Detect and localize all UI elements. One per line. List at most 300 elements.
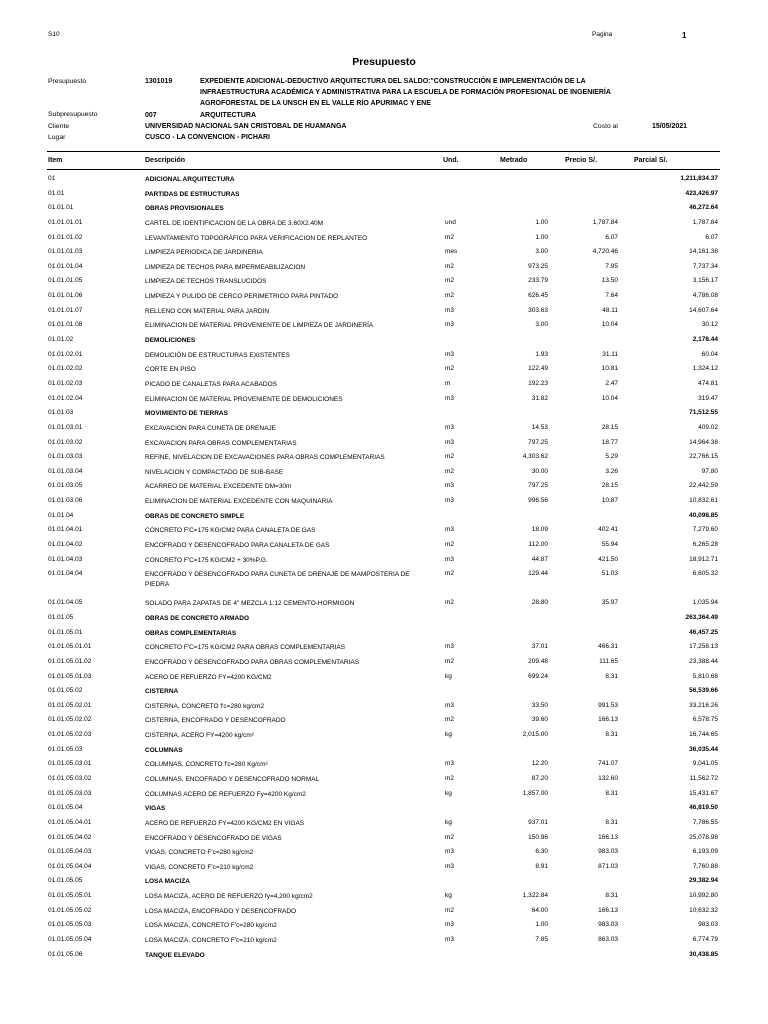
cell-description: OBRAS DE CONCRETO SIMPLE — [145, 512, 245, 520]
cell-description: LIMPIEZA Y PULIDO DE CERCO PERIMETRICO PARA PINTADO — [145, 293, 339, 301]
cell-precio: 741.07 — [598, 760, 618, 768]
cell-precio: 6.07 — [605, 233, 618, 241]
table-row — [0, 216, 768, 231]
cell-item: 01.01.01.06 — [48, 292, 83, 300]
table-row — [0, 757, 768, 772]
table-row — [0, 362, 768, 377]
cell-unit: m2 — [445, 716, 455, 724]
cell-parcial: 14,161.38 — [689, 248, 718, 256]
cell-unit: m2 — [445, 453, 455, 461]
cell-item: 01.01.03.03 — [48, 453, 83, 461]
cell-item: 01.01.04.04 — [48, 570, 83, 578]
cell-description: VIGAS — [145, 805, 166, 813]
cell-metrado: 30.00 — [531, 467, 548, 475]
cell-unit: m2 — [445, 233, 455, 241]
cell-parcial: 1,324.12 — [692, 365, 718, 373]
cell-item: 01.01.05 — [48, 613, 74, 621]
cell-item: 01.01.05.02 — [48, 687, 83, 695]
cell-description: COLUMNAS, CONCRETO f'c=280 Kg/cm² — [145, 761, 268, 769]
cell-unit: m3 — [445, 643, 455, 651]
cell-metrado: 8.91 — [535, 862, 548, 870]
cell-metrado: 12.20 — [531, 760, 548, 768]
cell-unit: m2 — [445, 365, 455, 373]
cell-unit: m3 — [445, 921, 455, 929]
cell-description: CISTERNA, ENCOFRADO Y DESENCOFRADO — [145, 717, 286, 725]
cell-item: 01.01.02.01 — [48, 350, 83, 358]
cell-precio: 2.47 — [605, 379, 618, 387]
table-row — [0, 816, 768, 831]
cell-unit: m3 — [445, 760, 455, 768]
cell-precio: 166.13 — [598, 716, 618, 724]
cell-item: 01.01.04.02 — [48, 541, 83, 549]
cell-parcial: 1,787.84 — [692, 218, 718, 226]
table-row — [0, 918, 768, 933]
table-row — [0, 465, 768, 480]
cell-description: ENCOFRADO Y DESENCOFRADO PARA OBRAS COMPLEMENTARIAS — [145, 658, 360, 666]
cell-description: ADICIONAL ARQUITECTURA — [145, 176, 235, 183]
cell-item: 01.01.05.01.01 — [48, 643, 92, 651]
cell-description: LOSA MACIZA — [145, 878, 190, 886]
cell-item: 01.01.05.04.02 — [48, 833, 92, 841]
cell-item: 01.01.03.01 — [48, 423, 83, 431]
cell-parcial: 7,786.55 — [692, 818, 718, 826]
cell-item: 01.01.05.03.03 — [48, 789, 92, 797]
cell-item: 01.01.05.01.03 — [48, 672, 92, 680]
cell-unit: m3 — [445, 848, 455, 856]
cell-item: 01.01.05.03 — [48, 745, 83, 753]
cell-description: ENCOFRADO Y DESENCOFRADO DE VIGAS — [145, 834, 282, 842]
cell-precio: 10.87 — [601, 497, 618, 505]
table-row — [0, 494, 768, 509]
cell-parcial: 1,211,834.37 — [680, 175, 718, 182]
cell-parcial: 97.80 — [701, 467, 718, 475]
cell-metrado: 31.82 — [531, 394, 548, 402]
cell-item: 01.01.05.05.01 — [48, 892, 92, 900]
cell-item: 01.01.03.05 — [48, 482, 83, 490]
subpresupuesto-code: 007 — [145, 112, 157, 119]
cell-precio: 466.31 — [598, 643, 618, 651]
cell-metrado: 797.25 — [528, 438, 548, 446]
table-section-row — [0, 626, 768, 641]
cell-metrado: 1.00 — [535, 921, 548, 929]
cell-description: COLUMNAS ACERO DE REFUERZO Fy=4200 Kg/cm2 — [145, 790, 306, 798]
cell-unit: kg — [445, 672, 452, 680]
table-row — [0, 523, 768, 538]
cell-parcial: 36,035.44 — [689, 745, 718, 753]
cell-metrado: 87.20 — [531, 774, 548, 782]
cell-parcial: 983.03 — [698, 921, 718, 929]
table-section-row — [0, 509, 768, 524]
cell-description: NIVELACION Y COMPACTADO DE SUB-BASE — [145, 468, 284, 476]
cell-parcial: 4,786.08 — [692, 292, 718, 300]
cell-item: 01.01.03.06 — [48, 497, 83, 505]
table-row — [0, 436, 768, 451]
cell-description: LOSA MACIZA, CONCRETO F'c=280 kg/cm2 — [145, 922, 277, 930]
cell-precio: 5.29 — [605, 453, 618, 461]
table-section-row — [0, 187, 768, 202]
cell-precio: 983.03 — [598, 921, 618, 929]
cell-description: ACERO DE REFUERZO FY=4200 KG/CM2 EN VIGAS — [145, 819, 305, 827]
cell-description: DEMOLICIONES — [145, 337, 196, 345]
col-header-descripcion: Descripción — [145, 157, 186, 164]
table-header — [47, 151, 720, 170]
cell-parcial: 40,098.85 — [689, 511, 718, 519]
cell-parcial: 409.02 — [698, 423, 718, 431]
cell-metrado: 14.53 — [531, 423, 548, 431]
cell-description: ENCOFRADO Y DESENCOFRADO PARA CANALETA DE GAS — [145, 542, 330, 550]
table-section-row — [0, 743, 768, 758]
cell-precio: 31.11 — [602, 350, 618, 358]
cell-description: SOLADO PARA ZAPATAS DE 4" MEZCLA 1:12 CEMENTO-HORMIGON — [145, 600, 355, 608]
cell-description: OBRAS COMPLEMENTARIAS — [145, 629, 237, 637]
cell-parcial: 3,156.17 — [692, 277, 718, 285]
cell-metrado: 797.25 — [528, 482, 548, 490]
cell-parcial: 18,912.71 — [689, 555, 718, 563]
cell-unit: m3 — [445, 526, 455, 534]
cell-unit: m3 — [445, 936, 455, 944]
cell-item: 01.01.05.05.02 — [48, 906, 92, 914]
cell-unit: m2 — [445, 541, 455, 549]
cell-description: ENCOFRADO Y DESENCOFRADO PARA CUNETA DE DRENAJE DE MAMPOSTERIA DE PIEDRA — [145, 571, 410, 589]
lugar-value: CUSCO - LA CONVENCION - PICHARI — [145, 134, 270, 141]
cell-description: CONCRETO F'C=175 KG/CM2 PARA CANALETA DE GAS — [145, 527, 316, 535]
cell-description: PICADO DE CANALETAS PARA ACABADOS — [145, 380, 277, 388]
cell-description: CISTERNA, CONCRETO f'c=280 kg/cm2 — [145, 702, 265, 710]
cell-item: 01.01.05.06 — [48, 950, 83, 958]
table-section-row — [0, 801, 768, 816]
cell-item: 01.01.02.04 — [48, 394, 83, 402]
cell-precio: 10.81 — [601, 365, 618, 373]
cell-parcial: 30,438.85 — [689, 950, 718, 958]
cell-description: LIMPIEZA DE TECHOS PARA IMPERMEABILIZACION — [145, 263, 306, 271]
table-row — [0, 713, 768, 728]
cell-description: CARTEL DE IDENTIFICACION DE LA OBRA DE 3.60X2.40M — [145, 219, 324, 227]
cell-description: ELIMINACION DE MATERIAL PROVENIENTE DE DEMOLICIONES — [145, 395, 343, 403]
page-number: 1 — [682, 31, 687, 40]
page-label: Pagina — [592, 31, 613, 38]
table-row — [0, 245, 768, 260]
cell-description: COLUMNAS — [145, 746, 183, 754]
cell-metrado: 2,015.00 — [522, 731, 548, 739]
cell-metrado: 37.01 — [531, 643, 548, 651]
cell-parcial: 15,431.67 — [689, 789, 718, 797]
cell-item: 01.01.03 — [48, 409, 74, 417]
cell-unit: m2 — [445, 657, 455, 665]
cell-description: REFINE, NIVELACION DE EXCAVACIONES PARA OBRAS COMPLEMENTARIAS — [145, 454, 385, 462]
cell-parcial: 1,035.94 — [692, 599, 718, 607]
cell-metrado: 6.30 — [535, 848, 548, 856]
presupuesto-code: 1301019 — [145, 78, 173, 85]
cell-parcial: 5,810.68 — [692, 672, 718, 680]
table-section-row — [0, 611, 768, 626]
table-row — [0, 274, 768, 289]
table-row — [0, 728, 768, 743]
cell-description: ACERO DE REFUERZO FY=4200 KG/CM2 — [145, 673, 272, 681]
cell-metrado: 18.09 — [531, 526, 548, 534]
cell-item: 01.01 — [48, 189, 65, 197]
cell-description: CISTERNA — [145, 688, 179, 696]
cell-item: 01.01.05.02.01 — [48, 701, 92, 709]
cell-description: VIGAS, CONCRETO F'c=280 kg/cm2 — [145, 849, 254, 857]
cell-item: 01.01.03.04 — [48, 467, 83, 475]
cell-description: EXCAVACION PARA OBRAS COMPLEMENTARIAS — [145, 439, 297, 447]
cell-parcial: 2,178.44 — [692, 336, 718, 344]
cell-metrado: 1.00 — [535, 233, 548, 241]
cell-precio: 8.31 — [605, 818, 618, 826]
cell-precio: 402.41 — [598, 526, 618, 534]
cell-parcial: 6,578.75 — [692, 716, 718, 724]
cell-item: 01.01.05.03.02 — [48, 774, 92, 782]
table-row — [0, 831, 768, 846]
subpresupuesto-label: Subpresupuesto — [48, 111, 98, 118]
cell-unit: m — [445, 379, 451, 387]
cell-unit: m3 — [445, 482, 455, 490]
cell-parcial: 423,426.97 — [685, 189, 718, 197]
cell-parcial: 6,605.32 — [692, 570, 718, 578]
table-row — [0, 348, 768, 363]
subpresupuesto-name: ARQUITECTURA — [200, 112, 256, 119]
cell-unit: m2 — [445, 833, 455, 841]
table-row — [0, 845, 768, 860]
costo-label: Costo al — [593, 123, 618, 130]
cell-precio: 28.15 — [601, 482, 618, 490]
table-section-row — [0, 201, 768, 216]
cell-item: 01.01.05.05.04 — [48, 936, 92, 944]
cell-metrado: 7.85 — [535, 936, 548, 944]
cell-precio: 132.60 — [598, 774, 618, 782]
cell-parcial: 7,279.60 — [692, 526, 718, 534]
cell-metrado: 28.80 — [531, 599, 548, 607]
cell-parcial: 6.07 — [705, 233, 718, 241]
cell-precio: 111.65 — [599, 657, 618, 665]
cell-description: LOSA MACIZA, ACERO DE REFUERZO fy=4,200 kg/cm2 — [145, 893, 313, 901]
budget-table-body — [0, 172, 768, 962]
software-code: S10 — [48, 31, 60, 38]
cell-precio: 983.03 — [598, 848, 618, 856]
cell-parcial: 33,216.26 — [689, 701, 718, 709]
cell-parcial: 7,760.88 — [692, 862, 718, 870]
cell-metrado: 209.48 — [528, 657, 548, 665]
cell-precio: 8.31 — [605, 892, 618, 900]
cell-precio: 8.31 — [605, 731, 618, 739]
cell-precio: 166.13 — [598, 833, 618, 841]
cell-metrado: 112.00 — [528, 541, 548, 549]
cell-description: CONCRETO F'C=175 KG/CM2 PARA OBRAS COMPLEMENTARIAS — [145, 644, 346, 652]
cell-metrado: 3.00 — [535, 248, 548, 256]
cell-parcial: 14,964.38 — [689, 438, 718, 446]
cell-parcial: 22,442.59 — [689, 482, 718, 490]
cell-parcial: 474.81 — [698, 379, 718, 387]
table-row — [0, 655, 768, 670]
table-row — [0, 392, 768, 407]
cell-parcial: 60.04 — [701, 350, 718, 358]
cell-metrado: 699.24 — [528, 672, 548, 680]
cell-unit: m2 — [445, 599, 455, 607]
cell-item: 01.01.01.08 — [48, 321, 83, 329]
cell-item: 01.01.04.05 — [48, 599, 83, 607]
cell-description: PARTIDAS DE ESTRUCTURAS — [145, 190, 240, 198]
table-row — [0, 567, 768, 596]
cell-metrado: 303.63 — [528, 306, 548, 314]
cliente-value: UNIVERSIDAD NACIONAL SAN CRISTOBAL DE HUAMANGA — [145, 123, 347, 130]
cell-parcial: 11,562.72 — [689, 774, 718, 782]
table-row — [0, 377, 768, 392]
cell-parcial: 10,632.32 — [689, 906, 718, 914]
table-row — [0, 889, 768, 904]
cell-precio: 8.31 — [605, 672, 618, 680]
table-row — [0, 553, 768, 568]
cell-item: 01.01.01.03 — [48, 248, 83, 256]
cell-item: 01.01.05.04.01 — [48, 818, 92, 826]
cell-description: LIMPIEZA DE TECHOS TRANSLUCIDOS — [145, 278, 267, 286]
cell-unit: m2 — [445, 262, 455, 270]
cell-description: RELLENO CON MATERIAL PARA JARDIN — [145, 307, 270, 315]
table-row — [0, 421, 768, 436]
table-row — [0, 318, 768, 333]
cell-metrado: 39.60 — [531, 716, 548, 724]
table-section-row — [0, 333, 768, 348]
cell-metrado: 129.44 — [528, 570, 548, 578]
table-section-row — [0, 172, 768, 187]
cell-item: 01.01.02.02 — [48, 365, 83, 373]
cell-metrado: 150.96 — [528, 833, 548, 841]
table-section-row — [0, 406, 768, 421]
cell-precio: 863.03 — [598, 936, 618, 944]
cell-description: CORTE EN PISO — [145, 366, 196, 374]
table-row — [0, 596, 768, 611]
cell-description: ACARREO DE MATERIAL EXCEDENTE DM=30m — [145, 483, 292, 491]
cell-unit: kg — [445, 818, 452, 826]
cell-metrado: 33.50 — [531, 701, 548, 709]
cell-description: MOVIMIENTO DE TIERRAS — [145, 410, 228, 418]
cell-description: CISTERNA, ACERO FY=4200 kg/cm² — [145, 732, 254, 740]
cell-item: 01.01.01 — [48, 204, 74, 212]
cell-parcial: 30.12 — [701, 321, 718, 329]
table-section-row — [0, 684, 768, 699]
cell-item: 01.01.02.03 — [48, 379, 83, 387]
cell-item: 01.01.01.04 — [48, 262, 83, 270]
cell-parcial: 10,832.61 — [689, 497, 718, 505]
cell-description: ELIMINACION DE MATERIAL PROVENIENTE DE LIMPIEZA DE JARDINERÍA — [145, 322, 374, 330]
cell-parcial: 46,457.25 — [689, 628, 718, 636]
table-row — [0, 538, 768, 553]
cell-item: 01.01.05.03.01 — [48, 760, 92, 768]
cell-description: LOSA MACIZA, ENCOFRADO Y DESENCOFRADO — [145, 907, 297, 915]
cell-metrado: 192.23 — [528, 379, 548, 387]
cell-description: DEMOLICIÓN DE ESTRUCTURAS EXISTENTES — [145, 351, 290, 359]
cell-description: EXCAVACION PARA CUNETA DE DRENAJE — [145, 424, 276, 432]
cell-description: COLUMNAS, ENCOFRADO Y DESENCOFRADO NORMAL — [145, 775, 320, 783]
cell-description: LIMPIEZA PERIODICA DE JARDINERIA — [145, 249, 263, 257]
cell-metrado: 973.25 — [528, 262, 548, 270]
cell-item: 01.01.02 — [48, 336, 74, 344]
cell-item: 01.01.01.05 — [48, 277, 83, 285]
cell-metrado: 1,322.84 — [522, 892, 548, 900]
cell-description: CONCRETO F'C=175 KG/CM2 + 30%P.G. — [145, 556, 268, 564]
cell-item: 01.01.04.01 — [48, 526, 83, 534]
cell-parcial: 16,744.65 — [689, 731, 718, 739]
cell-precio: 10.04 — [601, 394, 618, 402]
cell-metrado: 122.49 — [528, 365, 548, 373]
cell-parcial: 23,388.44 — [689, 657, 718, 665]
cell-description: LEVANTAMIENTO TOPOGRÁFICO PARA VERIFICACION DE REPLANTEO — [145, 234, 368, 242]
cell-item: 01.01.01.01 — [48, 218, 83, 226]
table-row — [0, 787, 768, 802]
cell-item: 01.01.04 — [48, 511, 74, 519]
cell-parcial: 46,819.50 — [689, 804, 718, 812]
table-row — [0, 479, 768, 494]
col-header-metrado: Metrado — [500, 157, 528, 164]
table-section-row — [0, 948, 768, 963]
cell-unit: m2 — [445, 774, 455, 782]
cell-unit: m2 — [445, 570, 455, 578]
cell-metrado: 1,857.00 — [522, 789, 548, 797]
cell-parcial: 56,539.66 — [689, 687, 718, 695]
cell-unit: m3 — [445, 306, 455, 314]
cell-item: 01.01.05.05.03 — [48, 921, 92, 929]
cell-parcial: 71,512.55 — [689, 409, 718, 417]
cell-precio: 35.97 — [601, 599, 618, 607]
cell-parcial: 25,078.98 — [689, 833, 718, 841]
table-row — [0, 260, 768, 275]
cell-precio: 13.50 — [601, 277, 618, 285]
cell-unit: m3 — [445, 438, 455, 446]
table-row — [0, 772, 768, 787]
table-row — [0, 450, 768, 465]
cell-metrado: 937.01 — [528, 818, 548, 826]
cell-parcial: 6,774.79 — [692, 936, 718, 944]
cell-metrado: 3.00 — [535, 321, 548, 329]
cell-precio: 8.31 — [605, 789, 618, 797]
cell-parcial: 6,193.09 — [692, 848, 718, 856]
cell-parcial: 7,737.34 — [692, 262, 718, 270]
cell-parcial: 9,041.05 — [692, 760, 718, 768]
cell-unit: kg — [445, 892, 452, 900]
cell-item: 01.01.05.04.03 — [48, 848, 92, 856]
cell-precio: 48.11 — [602, 306, 618, 314]
cell-item: 01 — [48, 175, 56, 182]
cell-item: 01.01.05.01.02 — [48, 657, 92, 665]
cell-precio: 166.13 — [598, 906, 618, 914]
cell-unit: m3 — [445, 321, 455, 329]
cliente-label: Cliente — [48, 123, 70, 130]
cell-precio: 4,720.46 — [592, 248, 618, 256]
table-row — [0, 640, 768, 655]
cell-precio: 871.03 — [598, 862, 618, 870]
cell-unit: kg — [445, 789, 452, 797]
cell-item: 01.01.05.04 — [48, 804, 83, 812]
cell-metrado: 996.56 — [528, 497, 548, 505]
cell-metrado: 626.45 — [528, 292, 548, 300]
table-section-row — [0, 874, 768, 889]
costo-date: 15/05/2021 — [652, 123, 688, 130]
table-row — [0, 933, 768, 948]
cell-parcial: 319.47 — [698, 394, 718, 402]
cell-metrado: 1.93 — [535, 350, 548, 358]
cell-metrado: 233.79 — [528, 277, 548, 285]
cell-precio: 55.94 — [601, 541, 618, 549]
presupuesto-label: Presupuesto — [48, 78, 87, 85]
cell-unit: m2 — [445, 906, 455, 914]
cell-precio: 51.03 — [601, 570, 618, 578]
cell-unit: kg — [445, 731, 452, 739]
cell-unit: mes — [445, 248, 458, 256]
cell-item: 01.01.05.01 — [48, 628, 83, 636]
table-row — [0, 904, 768, 919]
cell-parcial: 10,992.80 — [689, 892, 718, 900]
col-header-und: Und. — [443, 157, 459, 164]
document-title: Presupuesto — [352, 56, 416, 68]
